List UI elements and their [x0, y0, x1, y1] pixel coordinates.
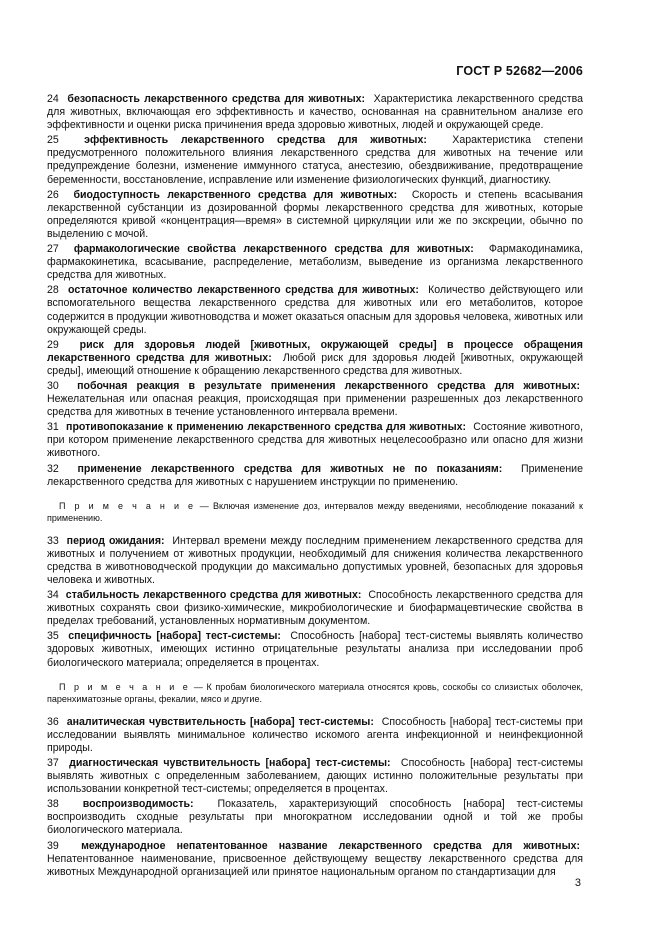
- entry-term: остаточное количество лекарственного средства для животных:: [68, 284, 419, 297]
- entry-number: 38: [47, 798, 59, 811]
- definition-entry: [47, 798, 583, 837]
- entry-term: применение лекарственного средства для животных не по показаниям:: [77, 462, 503, 475]
- entry-text: Характеристика степени предусмотренного положительного влияния лекарственного средства для животных на течение или предупреждение болезни, изменение иммунного статуса, анестезию, обездвиживание, предотвращение беременности, восстановление, исправление или изменение физиологических функций, диагностику.: [47, 134, 584, 186]
- note-label: П р и м е ч а н и е: [59, 681, 191, 692]
- entry-term: период ожидания:: [66, 534, 165, 547]
- entry-number: 36: [47, 715, 59, 728]
- entry-text: Способность [набора] тест-системы выявлять животных с определенным заболеванием, дающих истинно положительные результаты при использовании конкретной тест-системы; определяется в процентах.: [47, 756, 584, 796]
- entry-text: Способность [набора] тест-системы выявлять количество здоровых животных, имеющих истинно отрицательные результаты анализа при исследовании проб биологического материала; определяется в процентах.: [47, 630, 584, 669]
- entry-number: 32: [47, 462, 59, 475]
- entry-number: 25: [47, 134, 59, 147]
- entry-term: фармакологические свойства лекарственного средства для животных:: [73, 243, 474, 256]
- entry-number: 37: [47, 756, 59, 769]
- entry-number: 33: [47, 534, 59, 547]
- definition-entry: [47, 243, 583, 282]
- entry-text: Любой риск для здоровья людей [животных, окружающей среды], имеющий отношение к обращению лекарственного средства для животных.: [47, 351, 583, 377]
- entry-number: 30: [47, 379, 59, 392]
- document-id-header: ГОСТ Р 52682—2006: [456, 64, 583, 78]
- entry-term: международное непатентованное название лекарственного средства для животных:: [81, 839, 581, 852]
- entry-term: аналитическая чувствительность [набора] тест-системы:: [66, 715, 374, 728]
- note-text: — Включая изменение доз, интервалов между введениями, несоблюдение показаний к применению.: [47, 500, 583, 523]
- note-label: П р и м е ч а н и е: [59, 500, 196, 511]
- entry-number: 26: [47, 188, 59, 201]
- entry-number: 28: [47, 284, 59, 297]
- definition-entry: [47, 284, 583, 336]
- entry-number: 29: [47, 338, 59, 351]
- page-number: 3: [574, 877, 581, 889]
- note-text: — К пробам биологического материала относятся кровь, соскобы со слизистых оболочек, паренхиматозные органы, фекалии, мясо и другие.: [47, 681, 583, 704]
- note: [47, 500, 583, 524]
- definition-entry: [47, 421, 583, 460]
- entry-term: специфичность [набора] тест-системы:: [68, 630, 281, 643]
- entry-text: Способность лекарственного средства для животных сохранять свои физико-химические, микробиологические и биофармацевтические свойства в пределах требований, установленных нормативным документом.: [47, 589, 583, 628]
- entry-term: стабильность лекарственного средства для животных:: [65, 589, 362, 602]
- definition-entry: [47, 716, 583, 755]
- entry-text: Показатель, характеризующий способность [набора] тест-системы воспроизводить сходные результаты при многократном исследовании одной и той же пробы биологического материала.: [47, 798, 583, 837]
- definition-entry: [47, 630, 583, 669]
- definition-entry: [47, 463, 583, 489]
- entry-term: противопоказание к применению лекарственного средства для животных:: [66, 421, 467, 434]
- entry-text: Нежелательная или опасная реакция, происходящая при применении разрешенных доз лекарственного средства для животных в течение установленного интервала времени.: [47, 393, 583, 419]
- entry-term: диагностическая чувствительность [набора] тест-системы:: [69, 756, 391, 769]
- entry-term: воспроизводимость:: [82, 798, 194, 811]
- entry-text: Состояние животного, при котором применение лекарственного средства для животных нецелесообразно или опасно для жизни животного.: [47, 421, 584, 460]
- entry-term: биодоступность лекарственного средства для животных:: [73, 188, 398, 201]
- entry-number: 34: [47, 589, 59, 602]
- definition-entry: [47, 840, 583, 879]
- definition-entry: [47, 380, 583, 419]
- entry-text: Способность [набора] тест-системы при исследовании выявлять минимальное количество искомого агента инфекционной и неинфекционной природы.: [47, 715, 583, 754]
- entry-term: безопасность лекарственного средства для животных:: [67, 93, 366, 105]
- entry-term: риск для здоровья людей [животных, окружающей среды] в процессе обращения лекарственного средства для животных:: [47, 338, 583, 364]
- entry-number: 39: [47, 839, 59, 852]
- definition-entry: [47, 757, 583, 796]
- entry-number: 24: [47, 93, 59, 105]
- entry-term: побочная реакция в результате применения лекарственного средства для животных:: [77, 379, 581, 392]
- entry-text: Применение лекарственного средства для животных с нарушением инструкции по применению.: [47, 462, 583, 488]
- entry-text: Скорость и степень всасывания лекарственной субстанции из дозированной формы лекарственного средства для животных, которые определяются кривой «концентрация—время» в системной циркуляции или же по экскреции, обычно по выделению с мочой.: [47, 188, 584, 240]
- entry-text: Количество действующего или вспомогательного вещества лекарственного средства для животных или его метаболитов, которое содержится в продукции животноводства и может оказаться опасным для здоровья человека, животных или окружающей среды.: [47, 284, 583, 336]
- definition-entry: [47, 535, 583, 587]
- entry-text: Интервал времени между последним применением лекарственного средства для животных и получением от животных продукции, необходимый для снижения количества лекарственного средства в животноводческой продукции до максимально допустимых уровней, безопасных для здоровья человека и животных.: [47, 534, 583, 586]
- definition-entry: [47, 339, 583, 378]
- entry-text: Характеристика лекарственного средства для животных, включающая его эффективность и качество, основанная на сравнительном анализе его эффективности и оценки риска причинения вреда здоровью животных, людей и окружающей среде.: [47, 93, 584, 132]
- definition-entry: [47, 93, 583, 132]
- entry-number: 35: [47, 630, 59, 643]
- entry-number: 27: [47, 243, 59, 256]
- document-body: [47, 93, 583, 881]
- note: [47, 681, 583, 705]
- entry-term: эффективность лекарственного средства для животных:: [84, 134, 427, 147]
- entry-text: Фармакодинамика, фармакокинетика, всасывание, распределение, метаболизм, выведение из организма лекарственного средства для животных.: [47, 243, 584, 282]
- definition-entry: [47, 134, 583, 186]
- definition-entry: [47, 589, 583, 628]
- entry-number: 31: [47, 421, 59, 434]
- definition-entry: [47, 189, 583, 241]
- entry-text: Непатентованное наименование, присвоенное действующему веществу лекарственного средства для животных Международной организацией или принятое национальным органом по стандартизации для: [47, 852, 583, 878]
